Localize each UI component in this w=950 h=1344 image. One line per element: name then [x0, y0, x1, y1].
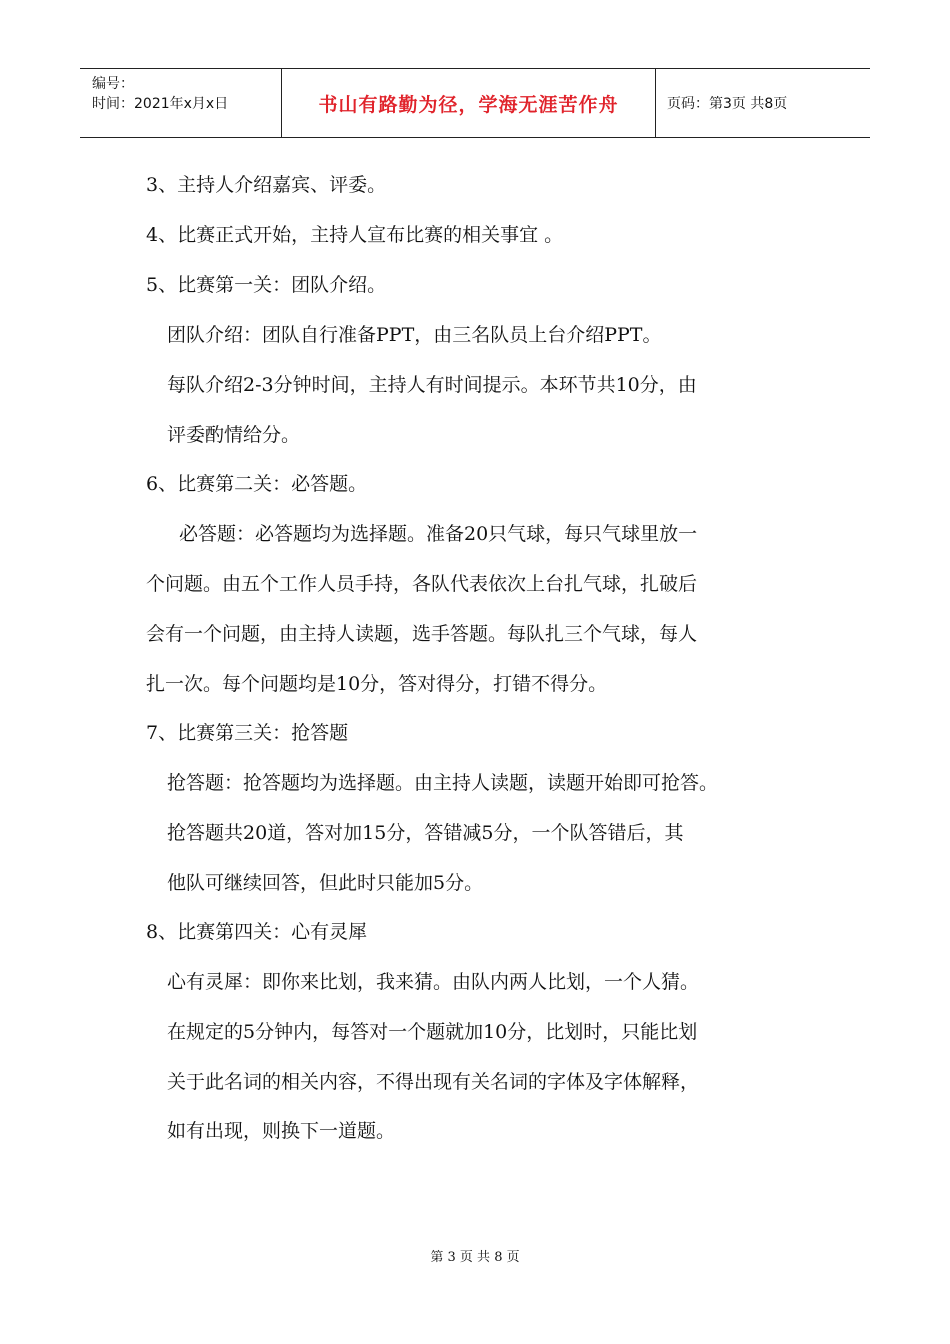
body-line: 个问题。由五个工作人员手持，各队代表依次上台扎气球，扎破后: [146, 573, 698, 595]
time-label: 时间：2021年x月x日: [92, 96, 229, 112]
header-page-info: 页码：第3页 共8页: [667, 96, 788, 112]
body-line: 会有一个问题，由主持人读题，选手答题。每队扎三个气球，每人: [146, 623, 698, 645]
page-footer: 第 3 页 共 8 页: [430, 1250, 520, 1265]
body-line: 6、比赛第二关：必答题。: [146, 473, 368, 495]
page-header: [80, 68, 870, 138]
header-motto-cell: [281, 69, 656, 137]
body-line: 如有出现，则换下一道题。: [167, 1120, 396, 1142]
body-line: 必答题：必答题均为选择题。准备20只气球，每只气球里放一: [179, 523, 698, 545]
body-line: 评委酌情给分。: [167, 424, 301, 446]
body-line: 团队介绍：团队自行准备PPT，由三名队员上台介绍PPT。: [167, 324, 662, 346]
body-line: 每队介绍2-3分钟时间，主持人有时间提示。本环节共10分，由: [167, 374, 697, 396]
body-line: 7、比赛第三关：抢答题: [146, 722, 349, 744]
body-line: 抢答题共20道，答对加15分，答错减5分，一个队答错后，其: [167, 822, 684, 844]
body-line: 关于此名词的相关内容，不得出现有关名词的字体及字体解释，: [167, 1071, 700, 1093]
body-line: 5、比赛第一关：团队介绍。: [146, 274, 387, 296]
body-line: 3、主持人介绍嘉宾、评委。: [146, 174, 387, 196]
body-line: 4、比赛正式开始，主持人宣布比赛的相关事宜 。: [146, 224, 564, 246]
body-line: 扎一次。每个问题均是10分，答对得分，打错不得分。: [146, 673, 608, 695]
body-line: 他队可继续回答，但此时只能加5分。: [167, 872, 484, 894]
number-label: 编号：: [92, 76, 134, 92]
body-line: 抢答题：抢答题均为选择题。由主持人读题，读题开始即可抢答。: [167, 772, 719, 794]
header-meta: [80, 69, 280, 137]
body-line: 在规定的5分钟内，每答对一个题就加10分，比划时，只能比划: [167, 1021, 698, 1043]
body-line: 8、比赛第四关：心有灵犀: [146, 921, 368, 943]
header-motto: 书山有路勤为径，学海无涯苦作舟: [318, 93, 619, 116]
body-line: 心有灵犀：即你来比划，我来猜。由队内两人比划，一个人猜。: [167, 971, 700, 993]
